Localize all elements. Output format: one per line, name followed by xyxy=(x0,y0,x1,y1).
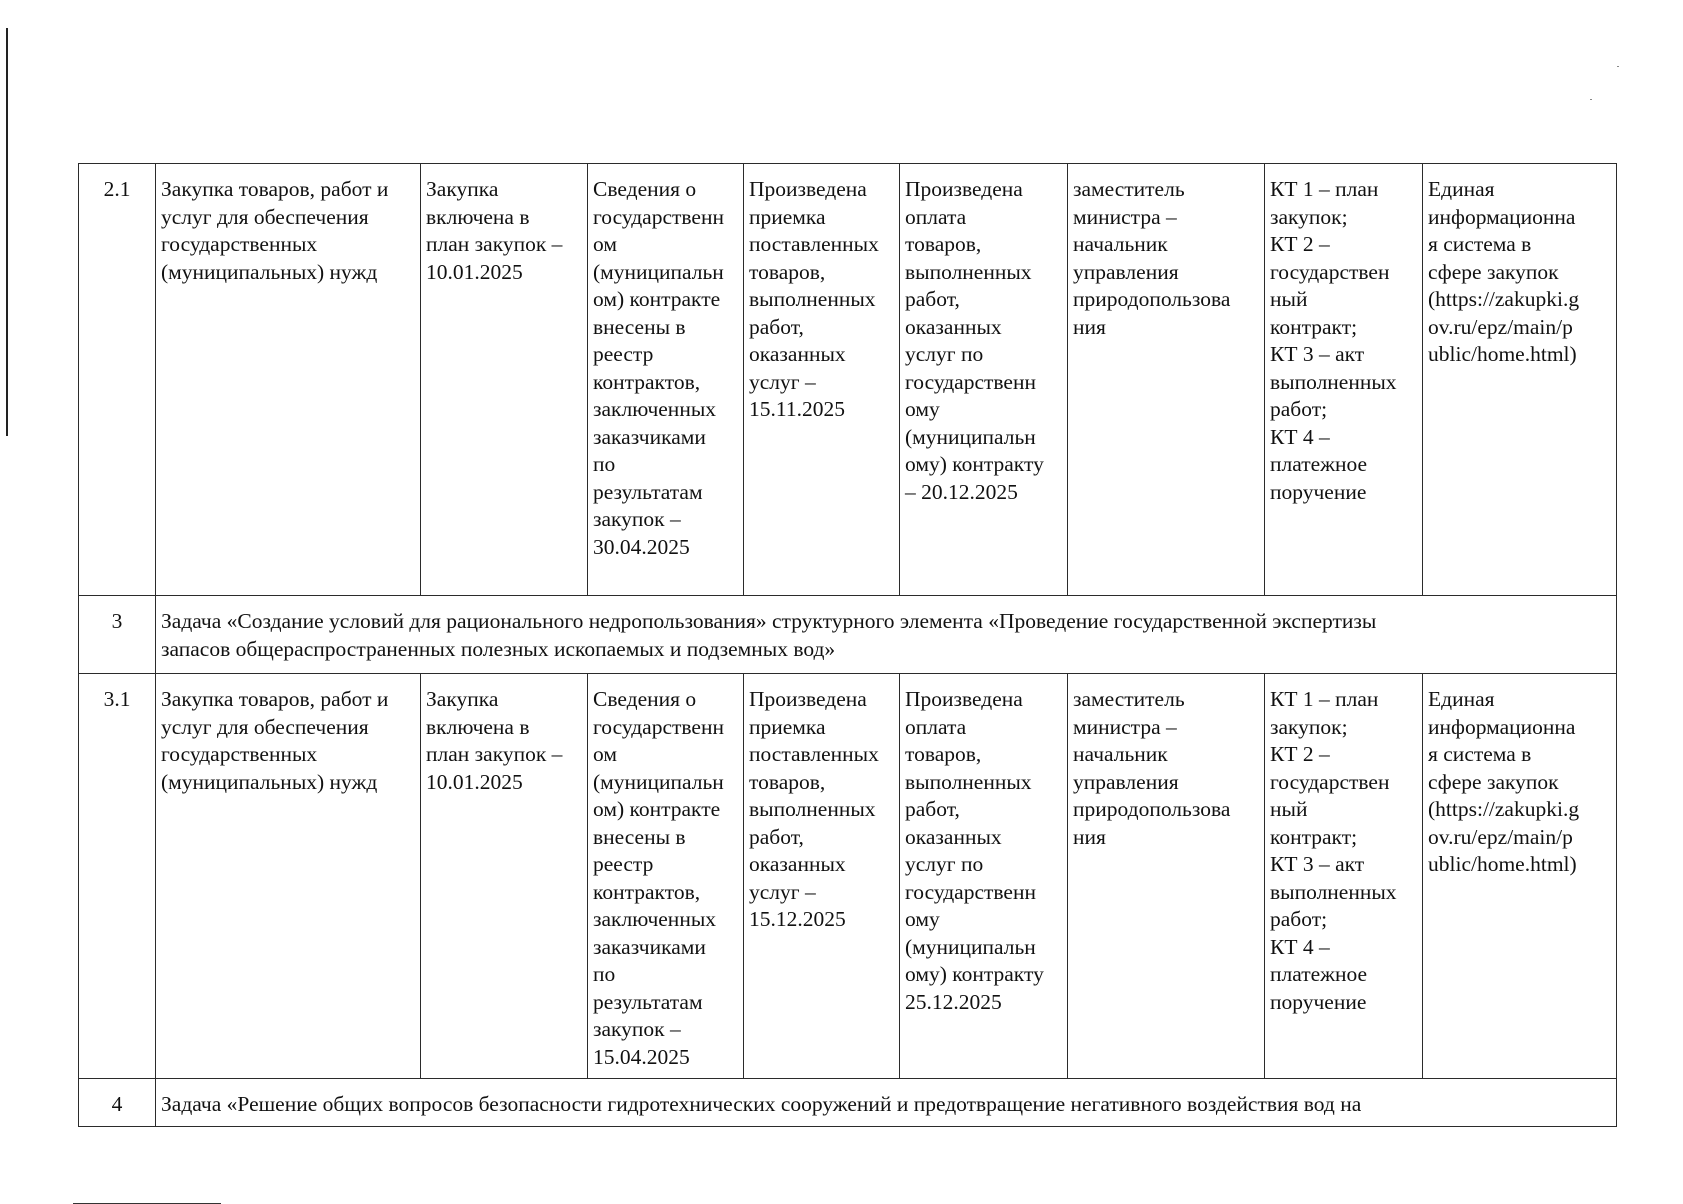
cell-text-line: Закупка xyxy=(426,177,499,201)
cell-text-line: выполненных xyxy=(905,259,1032,284)
cell-text-line: ный xyxy=(1270,797,1308,821)
cell-text-line: оплата xyxy=(905,204,967,229)
cell-text-line: заместитель xyxy=(1073,177,1185,201)
cell-text-line: КТ 4 – xyxy=(1270,424,1330,449)
cell-text-line: товаров, xyxy=(749,769,826,794)
cell-text-line: 3.1 xyxy=(103,687,131,711)
cell-text-line: КТ 3 – акт xyxy=(1270,342,1365,366)
cell-text-line: поставленных xyxy=(749,232,879,256)
cell-text-line: Сведения о xyxy=(593,687,697,711)
cell-text-line: (муниципальн xyxy=(905,424,1036,449)
cell-text-line: оказанных xyxy=(749,342,846,366)
cell-text-line: (муниципальн xyxy=(593,769,724,794)
cell-text-line: 25.12.2025 xyxy=(905,989,1002,1014)
cell-text-line: (муниципальных) нужд xyxy=(161,259,378,284)
control-point-3-cell xyxy=(744,164,900,596)
cell-text-line: ом) контракте xyxy=(593,797,721,821)
cell-text-line: Задача «Создание условий для рационального недропользования» структурного элемента «Проведение государственной экспертизы xyxy=(161,609,1377,633)
cell-text-line: Закупка xyxy=(426,687,499,711)
cell-text-line: КТ 2 – xyxy=(1270,742,1330,766)
control-point-1-cell xyxy=(421,164,588,596)
documents-cell xyxy=(1265,164,1423,596)
cell-text-line: результатам xyxy=(593,989,703,1014)
cell-text-line: включена в xyxy=(426,204,530,229)
cell-text-line: государствен xyxy=(1270,769,1390,794)
cell-text-line: оказанных xyxy=(749,852,846,876)
cell-text-line: поручение xyxy=(1270,479,1367,504)
cell-text-line: контрактов, xyxy=(593,879,701,904)
cell-text-line: КТ 3 – акт xyxy=(1270,852,1365,876)
event-name-cell xyxy=(156,164,421,596)
table-row xyxy=(79,674,1617,1079)
cell-text-line: реестр xyxy=(593,852,654,876)
cell-text-line: услуг для обеспечения xyxy=(161,714,369,739)
cell-text-line: Сведения о xyxy=(593,177,697,201)
cell-text-line: поставленных xyxy=(749,742,879,766)
cell-text-line: государственн xyxy=(905,879,1036,904)
cell-text-line: ния xyxy=(1073,824,1106,849)
cell-text-line: Единая xyxy=(1428,177,1495,201)
cell-text-line: 2.1 xyxy=(103,177,131,201)
row-number xyxy=(79,1079,156,1127)
cell-text-line: по xyxy=(593,962,616,986)
cell-text-line: оплата xyxy=(905,714,967,739)
cell-text-line: Закупка товаров, работ и xyxy=(161,687,389,711)
cell-text-line: результатам xyxy=(593,479,703,504)
cell-text-line: управления xyxy=(1073,769,1179,794)
cell-text-line: включена в xyxy=(426,714,530,739)
row-number xyxy=(79,596,156,674)
responsible-cell xyxy=(1068,164,1265,596)
cell-text-line: по xyxy=(593,452,616,476)
cell-text-line: ov.ru/epz/main/p xyxy=(1428,824,1573,849)
control-point-4-cell xyxy=(900,164,1068,596)
cell-text-line: 3 xyxy=(111,609,123,633)
cell-text-line: сфере закупок xyxy=(1428,769,1559,794)
cell-text-line: КТ 1 – план xyxy=(1270,177,1379,201)
control-point-1-cell xyxy=(421,674,588,1079)
cell-text-line: министра – xyxy=(1073,714,1177,739)
cell-text-line: заказчиками xyxy=(593,934,706,959)
cell-text-line: оказанных xyxy=(905,314,1002,339)
cell-text-line: 10.01.2025 xyxy=(426,769,523,794)
cell-text-line: работ, xyxy=(749,824,804,849)
cell-text-line: платежное xyxy=(1270,962,1368,986)
cell-text-line: услуг – xyxy=(749,879,816,904)
cell-text-line: выполненных xyxy=(1270,369,1397,394)
cell-text-line: товаров, xyxy=(749,259,826,284)
cell-text-line: сфере закупок xyxy=(1428,259,1559,284)
task-cell xyxy=(156,1079,1617,1127)
cell-text-line: закупок – xyxy=(593,1017,681,1041)
cell-text-line: природопользова xyxy=(1073,797,1231,821)
cell-text-line: выполненных xyxy=(749,797,876,821)
cell-text-line: заказчиками xyxy=(593,424,706,449)
cell-text-line: товаров, xyxy=(905,742,982,766)
task-cell xyxy=(156,596,1617,674)
cell-text-line: управления xyxy=(1073,259,1179,284)
cell-text-line: контракт; xyxy=(1270,314,1358,339)
cell-text-line: 10.01.2025 xyxy=(426,259,523,284)
cell-text-line: (https://zakupki.g xyxy=(1428,797,1580,821)
cell-text-line: работ, xyxy=(905,797,960,821)
control-point-2-cell xyxy=(588,674,744,1079)
cell-text-line: Задача «Решение общих вопросов безопасности гидротехнических сооружений и предотвращение негативного воздействия вод на xyxy=(161,1092,1362,1116)
cell-text-line: внесены в xyxy=(593,314,686,339)
responsible-cell xyxy=(1068,674,1265,1079)
cell-text-line: работ, xyxy=(749,314,804,339)
cell-text-line: товаров, xyxy=(905,232,982,256)
cell-text-line: ublic/home.html) xyxy=(1428,852,1577,876)
control-point-4-cell xyxy=(900,674,1068,1079)
cell-text-line: информационна xyxy=(1428,204,1576,229)
results-table xyxy=(78,163,1617,1127)
cell-text-line: ния xyxy=(1073,314,1106,339)
cell-text-line: государственн xyxy=(593,204,724,229)
cell-text-line: Единая xyxy=(1428,687,1495,711)
cell-text-line: оказанных xyxy=(905,824,1002,849)
cell-text-line: закупок; xyxy=(1270,714,1348,739)
cell-text-line: выполненных xyxy=(1270,879,1397,904)
cell-text-line: услуг – xyxy=(749,369,816,394)
cell-text-line: ому) контракту xyxy=(905,452,1044,476)
scan-speck xyxy=(1617,66,1619,67)
cell-text-line: ov.ru/epz/main/p xyxy=(1428,314,1573,339)
cell-text-line: Произведена xyxy=(905,687,1023,711)
table-row-task xyxy=(79,596,1617,674)
cell-text-line: КТ 1 – план xyxy=(1270,687,1379,711)
cell-text-line: ому xyxy=(905,907,940,931)
cell-text-line: платежное xyxy=(1270,452,1368,476)
cell-text-line: 15.12.2025 xyxy=(749,907,846,931)
cell-text-line: услуг для обеспечения xyxy=(161,204,369,229)
cell-text-line: государствен xyxy=(1270,259,1390,284)
documents-cell xyxy=(1265,674,1423,1079)
cell-text-line: контрактов, xyxy=(593,369,701,394)
information-system-cell xyxy=(1423,674,1617,1079)
table-row xyxy=(79,164,1617,596)
cell-text-line: приемка xyxy=(749,204,826,229)
cell-text-line: выполненных xyxy=(905,769,1032,794)
cell-text-line: ому xyxy=(905,397,940,421)
scan-margin-line xyxy=(6,28,8,436)
cell-text-line: услуг по xyxy=(905,852,984,876)
cell-text-line: заместитель xyxy=(1073,687,1185,711)
cell-text-line: (https://zakupki.g xyxy=(1428,287,1580,311)
cell-text-line: 15.11.2025 xyxy=(749,397,845,421)
cell-text-line: заключенных xyxy=(593,397,717,421)
control-point-2-cell xyxy=(588,164,744,596)
cell-text-line: Произведена xyxy=(749,687,867,711)
cell-text-line: – 20.12.2025 xyxy=(905,479,1018,504)
cell-text-line: Закупка товаров, работ и xyxy=(161,177,389,201)
cell-text-line: я система в xyxy=(1428,742,1532,766)
cell-text-line: запасов общераспространенных полезных ископаемых и подземных вод» xyxy=(161,636,836,661)
cell-text-line: Произведена xyxy=(905,177,1023,201)
cell-text-line: Произведена xyxy=(749,177,867,201)
cell-text-line: работ, xyxy=(905,287,960,311)
cell-text-line: КТ 4 – xyxy=(1270,934,1330,959)
event-name-cell xyxy=(156,674,421,1079)
cell-text-line: ом) контракте xyxy=(593,287,721,311)
cell-text-line: услуг по xyxy=(905,342,984,366)
cell-text-line: природопользова xyxy=(1073,287,1231,311)
cell-text-line: закупок – xyxy=(593,507,681,531)
control-point-3-cell xyxy=(744,674,900,1079)
cell-text-line: КТ 2 – xyxy=(1270,232,1330,256)
cell-text-line: выполненных xyxy=(749,287,876,311)
cell-text-line: 15.04.2025 xyxy=(593,1044,690,1069)
cell-text-line: ublic/home.html) xyxy=(1428,342,1577,366)
cell-text-line: реестр xyxy=(593,342,654,366)
cell-text-line: (муниципальных) нужд xyxy=(161,769,378,794)
cell-text-line: поручение xyxy=(1270,989,1367,1014)
cell-text-line: заключенных xyxy=(593,907,717,931)
cell-text-line: приемка xyxy=(749,714,826,739)
cell-text-line: ный xyxy=(1270,287,1308,311)
information-system-cell xyxy=(1423,164,1617,596)
cell-text-line: 30.04.2025 xyxy=(593,534,690,559)
cell-text-line: (муниципальн xyxy=(593,259,724,284)
cell-text-line: внесены в xyxy=(593,824,686,849)
cell-text-line: ому) контракту xyxy=(905,962,1044,986)
row-number xyxy=(79,164,156,596)
cell-text-line: ом xyxy=(593,232,617,256)
cell-text-line: план закупок – xyxy=(426,742,563,766)
cell-text-line: государственных xyxy=(161,742,318,766)
cell-text-line: 4 xyxy=(111,1092,123,1116)
cell-text-line: работ; xyxy=(1270,397,1328,421)
table-row-task xyxy=(79,1079,1617,1127)
cell-text-line: министра – xyxy=(1073,204,1177,229)
cell-text-line: начальник xyxy=(1073,232,1168,256)
scan-speck xyxy=(1590,99,1592,100)
row-number xyxy=(79,674,156,1079)
cell-text-line: (муниципальн xyxy=(905,934,1036,959)
cell-text-line: государственных xyxy=(161,232,318,256)
cell-text-line: закупок; xyxy=(1270,204,1348,229)
cell-text-line: информационна xyxy=(1428,714,1576,739)
cell-text-line: государственн xyxy=(905,369,1036,394)
cell-text-line: ом xyxy=(593,742,617,766)
cell-text-line: работ; xyxy=(1270,907,1328,931)
cell-text-line: начальник xyxy=(1073,742,1168,766)
cell-text-line: государственн xyxy=(593,714,724,739)
cell-text-line: план закупок – xyxy=(426,232,563,256)
cell-text-line: контракт; xyxy=(1270,824,1358,849)
cell-text-line: я система в xyxy=(1428,232,1532,256)
